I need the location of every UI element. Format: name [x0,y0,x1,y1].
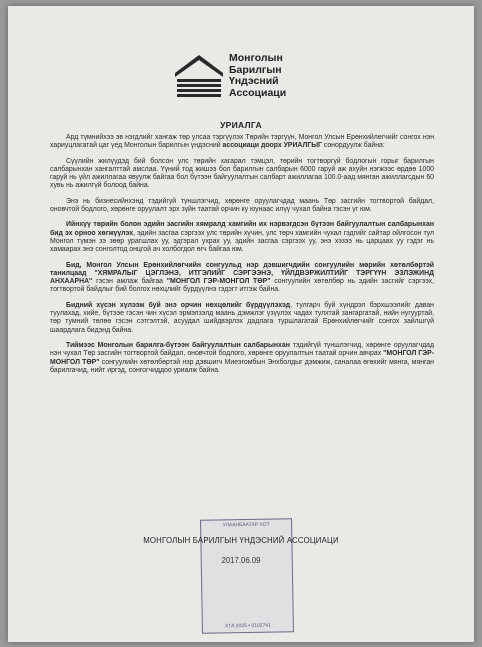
logo-line-3: Үндэсний [229,75,279,87]
document-body [50,134,434,382]
paragraph-7-bold: Тиймээс Монголын барилга-бүтээн байгуулалтын салбарынхан [66,341,290,349]
paragraph-7-text: тэдийгүй түншлэгчид, хөрөнге оруулагчдад нэн чухал Төр засгийн тогтвортой байдал, оновчтой бодлого, хөрөнге оруулалтын таатай орчин авчрах [50,341,434,358]
document-title: УРИАЛГА [220,120,262,130]
paragraph-5-slogan: "ХЯМРАЛЫГ ЦЭГЛЭНЭ, ИТГЭЛИЙГ СЭРГЭЭНЭ, ҮЙЛДВЭРЖИЛТИЙГ ТЭРГҮҮН ЭЗЛЭЖИНД АНХААРНА" [50,269,434,286]
paragraph-5 [50,262,434,295]
paragraph-5-bold: Бид, Монгол Улсын Ерөнхийлөгчийн сонгуульд нэр дэвшигчдийн сонгуулийн мөрийн хөтөлбөртэй танилцаад [50,261,434,277]
paragraph-5-program: "МОНГОЛ ГЭР-МОНГОЛ ТӨР" [166,278,271,286]
paragraph-4-bold: Ийнхүү төрийн болон эдийн засгийн хямралд хамгийн их нэрвэгдсэн бүтээн байгуулалтын салбарынхан бид [50,221,434,237]
logo-line-4: Ассоциаци [229,86,287,99]
paragraph-7 [50,342,434,375]
paragraph-intro [50,134,434,151]
paragraph-2: Сүүлийн жилүүдэд бий болсон улс төрийн хагарал тэмцэл, төрийн тогтворгүй бодлогын горыг барилгын салбарынхан хангалттай амслаа. Үүний тод жишээ бол барилгын салбарын 6000 гаруй аж ахуйн нэгжээс өрдөө 1000 гаруй нь үйл ажиллагаа явуулж байгаа бол бүтээн байгуулалтын салбарт ажиллагаа 100.0-аад мянган ажиллагсдын 60 хувь нь ажилгүй болоод байна. [50,157,434,190]
paragraph-intro-end: сонордуулж байна: [321,142,385,150]
logo-wordmark [229,53,286,99]
association-logo [173,53,286,99]
paragraph-7-program: "МОНГОЛ ГЭР- МОНГОЛ ТӨР" [50,350,434,366]
paragraph-5-end: сонгуулийн хөтөлбөр нь эдийн засгийг сэргээх, тогтвортой байдлыг бий болгох нөхцлийг бүрдүүлнэ гэдэгт итгэж байна. [50,278,435,294]
paragraph-4 [50,221,434,254]
signatory: МОНГОЛЫН БАРИЛГЫН ҮНДЭСНИЙ АССОЦИАЦИ [143,536,339,545]
logo-line-1: Монголын [229,52,283,64]
stamp-top-text: УЛААНБААТАР ХОТ [222,521,270,529]
document-page [8,6,474,642]
paragraph-6 [50,302,434,335]
document-date: 2017.06.09 [221,556,261,565]
stamp-bottom-text: ХТА 2025 • 0102741 [224,622,271,630]
paragraph-3: Энэ нь бизнесийнхэнд тэдийгүй түншлэгчид, хөрөнге оруулагчдад маань Төр засгийн тогтвортой байдал, оновчтой бодлого, хөрөнге оруулалт эрх зүйн таатай орчин ку юунаас илүү чухал байна гэсэн үг юм. [50,197,434,214]
building-logo-icon [173,53,225,99]
paragraph-4-text: , эдийн засгаа сэргээх улс төрийн хүчин, улс төрч хамгийн чухал гэдгийг сайтар ойлгосон тул Монгол түмэн зэ зөөр урагшлах уу, эдгэрал ухрах уу, эдийн засгаа сэргээх уу, энэ хэзээ нь царцаах уу гэдэг нь хамаарах энэ сонголтод онцгой ач холбогдол өгч байгаа юм. [50,229,435,254]
paragraph-intro-bold: ассоциаци доорх УРИАЛГЫГ [222,142,322,150]
paragraph-6-text: , тулгарч буй хүндрэл бэрхшээлийг даван туулахад, хийе, бүтээе гэсэн чин хүсэл эрмэлзэлд маань дэмжлэг үзүүлэх чадах тулхтай зангаргатай, нийн нугууртай, төр тумний төлөө гэсэн сэтгэлтэй, асуудал шийдвэрлэх дадлага туршлагатай Ерөнхийлөгчийг сонгох зайлшгүй шаардлага бидэнд байна. [50,301,434,334]
paragraph-intro-text: Ард түмнийхээ эв нэгдлийг хангаж төр улсаа тэргүүлэх Төрийн тэргүүн, Монгол Улсын Ерөнхийлөгчийг сонгох нэн хариуцлагатай цаг үед Монголын барилгын үндэсний [50,134,434,150]
logo-line-2: Барилгын [229,63,282,76]
paragraph-4-bold-2: эх орноо хөгжүүлэх [64,229,134,237]
paragraph-5-text: гэсэн амлаж байгаа [92,278,167,286]
paragraph-6-bold: Бидний хүсэн хүлээж буй энэ орчин нөхцөлийг бүрдүүлэхэд [66,301,291,309]
paragraph-7-end: сонгуулийн хөтөлбөртэй нэр дэвшигч Миеэгомбын Энхболдыг дэмжиж, саналаа өгөхийг мянга, мянган барилгачид, нийт иргэд, сонгогчиддоо уриалж байна. [50,358,434,374]
